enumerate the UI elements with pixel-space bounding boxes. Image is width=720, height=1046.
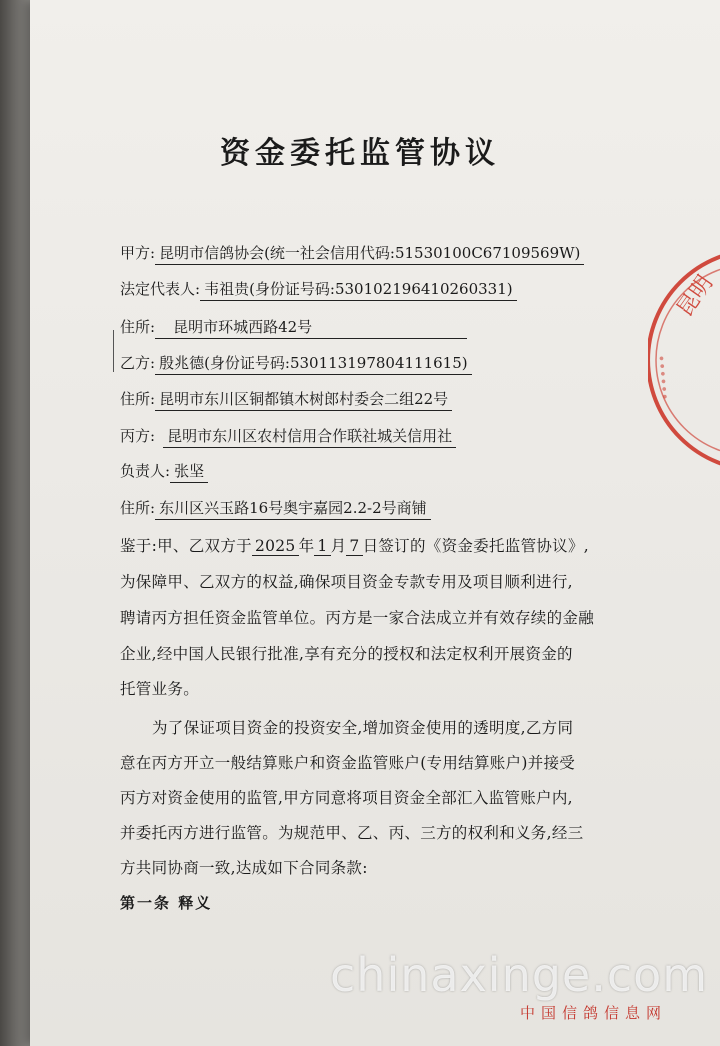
watermark-name: 中国信鸽信息网 [520,1004,668,1022]
party-c-label: 丙方: [120,427,156,445]
address-c-label: 住所: [120,499,156,517]
party-a-value: 昆明市信鸽协会(统一社会信用代码:51530100C67109569W) [155,242,584,265]
party-a-label: 甲方: [120,244,156,262]
para1-line-1: 为保障甲、乙双方的权益,确保项目资金专款专用及项目顺利进行, [120,573,573,591]
article-1-heading: 第一条 释义 [120,894,213,912]
seal-text: 昆明 [672,271,719,322]
para2-line-3: 并委托丙方进行监管。为规范甲、乙、丙、三方的权利和义务,经三 [120,824,584,842]
address-b-value: 昆明市东川区铜都镇木树郎村委会二组22号 [155,388,452,411]
party-a-row [120,242,584,265]
para1-line-4: 托管业务。 [120,680,200,698]
legal-rep-label: 法定代表人: [120,280,201,298]
address-a-value: 昆明市环城西路42号 [155,316,467,339]
party-b-value: 殷兆德(身份证号码:530113197804111615) [155,352,472,375]
address-c-value: 东川区兴玉路16号奥宇嘉园2.2-2号商铺 [155,497,431,520]
margin-mark [113,330,114,372]
party-b-label: 乙方: [120,354,156,372]
para2-line-4: 方共同协商一致,达成如下合同条款: [120,859,368,877]
para2-line-2: 丙方对资金使用的监管,甲方同意将项目资金全部汇入监管账户内, [120,789,573,807]
agreement-month: 1 [314,537,330,556]
responsible-label: 负责人: [120,462,171,480]
para1-prefix: 鉴于:甲、乙双方于 [120,537,252,555]
responsible-row [120,460,208,483]
party-b-row [120,352,472,375]
legal-rep-row [120,278,517,301]
para1-line-3: 企业,经中国人民银行批准,享有充分的授权和法定权利开展资金的 [120,645,573,663]
responsible-value: 张坚 [170,460,208,483]
legal-rep-value: 韦祖贵(身份证号码:530102196410260331) [200,278,517,301]
party-c-value: 昆明市东川区农村信用合作联社城关信用社 [163,425,456,448]
para2-line-0: 为了保证项目资金的投资安全,增加资金使用的透明度,乙方同 [152,719,574,737]
address-b-label: 住所: [120,390,156,408]
watermark-site: chinaxinge.com [330,948,709,1002]
official-seal [648,240,720,480]
address-a-row [120,316,467,339]
agreement-year: 2025 [252,537,299,556]
agreement-day: 7 [346,537,362,556]
para1-line-2: 聘请丙方担任资金监管单位。丙方是一家合法成立并有效存续的金融 [120,609,595,627]
document-title: 资金委托监管协议 [220,136,500,171]
para1-suffix: 日签订的《资金委托监管协议》, [362,537,589,555]
address-a-label: 住所: [120,318,156,336]
year-unit: 年 [298,537,315,555]
party-c-row [120,425,456,448]
svg-text:••••••: •••••• [655,353,674,401]
para1-line-0 [120,534,589,556]
address-b-row [120,388,452,411]
para2-line-1: 意在丙方开立一般结算账户和资金监管账户(专用结算账户)并接受 [120,754,576,772]
address-c-row [120,497,431,520]
month-unit: 月 [330,537,347,555]
